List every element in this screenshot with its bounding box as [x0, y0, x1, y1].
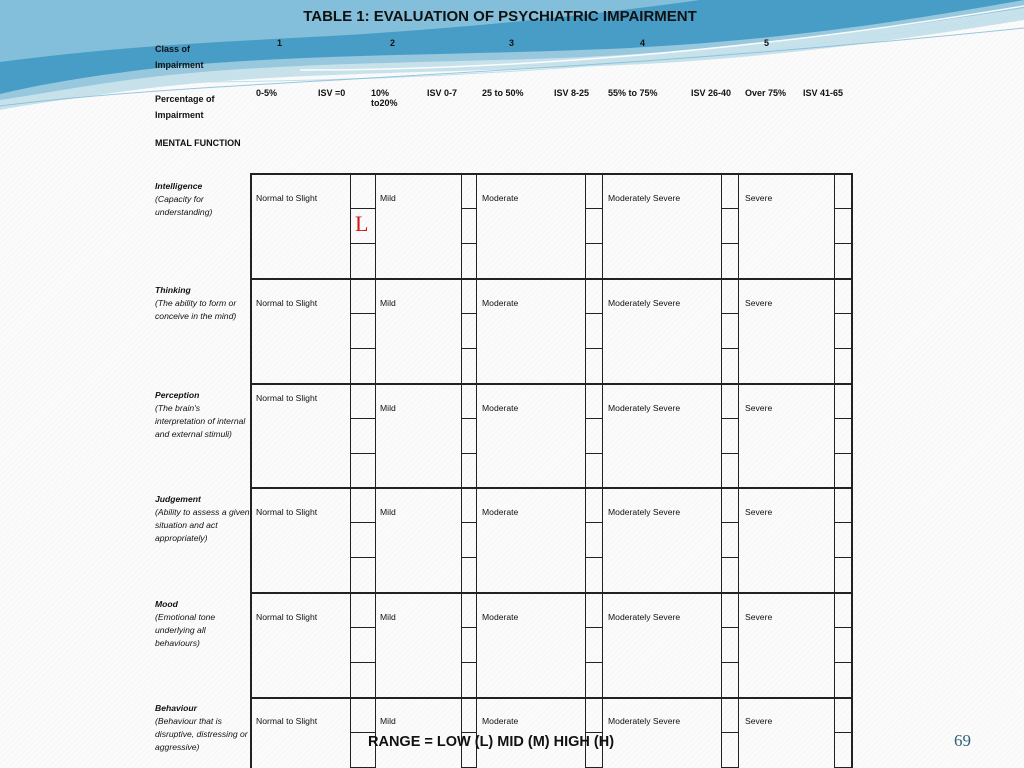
- grid-subcell-line: [834, 243, 851, 244]
- grid-vline: [350, 173, 351, 768]
- grid-subcell-line: [721, 662, 738, 663]
- grid-vline: [375, 173, 376, 768]
- class-label-line2: Impairment: [155, 60, 204, 70]
- grid-subcell-line: [585, 732, 602, 733]
- class-4: 4: [640, 38, 646, 48]
- level-cell: Mild: [380, 193, 396, 203]
- range-legend: RANGE = LOW (L) MID (M) HIGH (H): [368, 734, 615, 750]
- level-cell: Moderate: [482, 298, 519, 308]
- pct-5: ISV 8-25: [554, 88, 590, 98]
- grid-subcell-line: [585, 418, 602, 419]
- grid-subcell-line: [461, 453, 476, 454]
- grid-subcell-line: [461, 627, 476, 628]
- grid-subcell-line: [585, 313, 602, 314]
- level-cell: Severe: [745, 612, 773, 622]
- level-cell: Moderately Severe: [608, 507, 681, 517]
- grid-subcell-line: [585, 522, 602, 523]
- grid-subcell-line: [834, 208, 851, 209]
- row-name: Intelligence: [155, 181, 203, 191]
- grid-subcell-line: [585, 557, 602, 558]
- page-title: TABLE 1: EVALUATION OF PSYCHIATRIC IMPAIRMENT: [303, 8, 697, 25]
- grid-subcell-line: [461, 732, 476, 733]
- grid-subcell-line: [350, 557, 375, 558]
- grid-vline: [585, 173, 586, 768]
- grid-subcell-line: [834, 732, 851, 733]
- pct-6: 55% to 75%: [608, 88, 658, 98]
- row-label: [155, 284, 250, 323]
- row-description: (Behaviour that is disruptive, distressing or aggressive): [155, 716, 248, 752]
- row-label: [155, 702, 250, 754]
- pct-0: 0-5%: [256, 88, 278, 98]
- grid-row-border: [250, 278, 852, 280]
- grid-subcell-line: [350, 348, 375, 349]
- row-description: (Ability to assess a given situation and act appropriately): [155, 507, 250, 543]
- level-cell: Severe: [745, 403, 773, 413]
- level-cell: Moderately Severe: [608, 193, 681, 203]
- row-name: Behaviour: [155, 703, 198, 713]
- grid-subcell-line: [350, 313, 375, 314]
- grid-subcell-line: [834, 662, 851, 663]
- level-cell: Normal to Slight: [256, 393, 318, 403]
- grid-subcell-line: [721, 208, 738, 209]
- grid-subcell-line: [350, 243, 375, 244]
- level-cell: Mild: [380, 612, 396, 622]
- level-cell: Mild: [380, 403, 396, 413]
- grid-subcell-line: [834, 522, 851, 523]
- class-3: 3: [509, 38, 515, 48]
- grid-subcell-line: [350, 662, 375, 663]
- level-cell: Moderately Severe: [608, 612, 681, 622]
- row-label: [155, 389, 250, 441]
- grid-vline: [602, 173, 603, 768]
- grid-vline: [834, 173, 835, 768]
- level-cell: Mild: [380, 507, 396, 517]
- grid-subcell-line: [585, 453, 602, 454]
- grid-subcell-line: [834, 348, 851, 349]
- level-cell: Mild: [380, 298, 396, 308]
- pct-3: ISV 0-7: [427, 88, 458, 98]
- pct-9: ISV 41-65: [803, 88, 844, 98]
- level-cell: Moderate: [482, 507, 519, 517]
- level-cell: Moderate: [482, 193, 519, 203]
- grid-subcell-line: [721, 418, 738, 419]
- level-cell: Normal to Slight: [256, 193, 318, 203]
- grid-subcell-line: [461, 313, 476, 314]
- grid-subcell-line: [721, 627, 738, 628]
- grid-subcell-line: [585, 348, 602, 349]
- row-name: Judgement: [155, 494, 201, 504]
- class-1: 1: [277, 38, 283, 48]
- level-cell: Severe: [745, 507, 773, 517]
- level-cell: Moderately Severe: [608, 298, 681, 308]
- grid-vline: [738, 173, 739, 768]
- level-cell: Moderately Severe: [608, 403, 681, 413]
- row-name: Perception: [155, 390, 200, 400]
- grid-subcell-line: [834, 557, 851, 558]
- row-description: (Capacity for understanding): [155, 194, 213, 217]
- class-2: 2: [390, 38, 396, 48]
- grid-subcell-line: [585, 243, 602, 244]
- grid-subcell-line: [721, 557, 738, 558]
- grid-subcell-line: [721, 348, 738, 349]
- percentage-label-line1: Percentage of: [155, 94, 215, 104]
- level-cell: Severe: [745, 193, 773, 203]
- grid-subcell-line: [721, 243, 738, 244]
- grid-subcell-line: [461, 208, 476, 209]
- row-name: Thinking: [155, 285, 191, 295]
- grid-subcell-line: [585, 208, 602, 209]
- pct-2: 10% to20%: [371, 88, 398, 108]
- grid-subcell-line: [461, 243, 476, 244]
- grid-subcell-line: [350, 208, 375, 209]
- row-label: [155, 180, 250, 219]
- class-label-line1: Class of: [155, 44, 191, 54]
- grid-subcell-line: [834, 418, 851, 419]
- row-description: (The ability to form or conceive in the mind): [155, 298, 237, 321]
- grid-subcell-line: [834, 627, 851, 628]
- level-cell: Moderate: [482, 612, 519, 622]
- percentage-label-line2: Impairment: [155, 110, 204, 120]
- grid-row-border: [250, 173, 852, 175]
- level-cell: Normal to Slight: [256, 298, 318, 308]
- range-mark: L: [355, 211, 369, 236]
- grid-row-border: [250, 697, 852, 699]
- grid-subcell-line: [350, 453, 375, 454]
- level-cell: Normal to Slight: [256, 716, 318, 726]
- row-name: Mood: [155, 599, 178, 609]
- level-cell: Mild: [380, 716, 396, 726]
- grid-subcell-line: [461, 557, 476, 558]
- grid-subcell-line: [721, 313, 738, 314]
- level-cell: Moderately Severe: [608, 716, 681, 726]
- row-description: (Emotional tone underlying all behaviours): [155, 612, 216, 648]
- grid-subcell-line: [721, 453, 738, 454]
- level-cell: Moderate: [482, 716, 519, 726]
- grid-subcell-line: [461, 662, 476, 663]
- pct-7: ISV 26-40: [691, 88, 732, 98]
- level-cell: Severe: [745, 716, 773, 726]
- grid-subcell-line: [461, 348, 476, 349]
- grid-vline: [250, 173, 252, 768]
- grid-subcell-line: [585, 627, 602, 628]
- level-cell: Normal to Slight: [256, 507, 318, 517]
- pct-1: ISV =0: [318, 88, 346, 98]
- row-label: [155, 598, 250, 650]
- grid-vline: [476, 173, 477, 768]
- grid-subcell-line: [350, 418, 375, 419]
- row-description: (The brain's interpretation of internal and external stimuli): [155, 403, 246, 439]
- grid-subcell-line: [461, 418, 476, 419]
- grid-vline: [851, 173, 853, 768]
- grid-subcell-line: [350, 627, 375, 628]
- page-number: 69: [954, 731, 971, 750]
- grid-subcell-line: [834, 313, 851, 314]
- section-heading: MENTAL FUNCTION: [155, 138, 241, 148]
- pct-4: 25 to 50%: [482, 88, 524, 98]
- level-cell: Severe: [745, 298, 773, 308]
- grid-subcell-line: [350, 732, 375, 733]
- grid-subcell-line: [461, 522, 476, 523]
- level-cell: Normal to Slight: [256, 612, 318, 622]
- grid-vline: [461, 173, 462, 768]
- grid-row-border: [250, 592, 852, 594]
- grid-row-border: [250, 383, 852, 385]
- row-label: [155, 493, 250, 545]
- grid-subcell-line: [721, 522, 738, 523]
- pct-8: Over 75%: [745, 88, 787, 98]
- grid-subcell-line: [721, 732, 738, 733]
- level-cell: Moderate: [482, 403, 519, 413]
- class-5: 5: [764, 38, 770, 48]
- grid-subcell-line: [585, 662, 602, 663]
- grid-subcell-line: [834, 453, 851, 454]
- grid-vline: [721, 173, 722, 768]
- grid-row-border: [250, 487, 852, 489]
- grid-subcell-line: [350, 522, 375, 523]
